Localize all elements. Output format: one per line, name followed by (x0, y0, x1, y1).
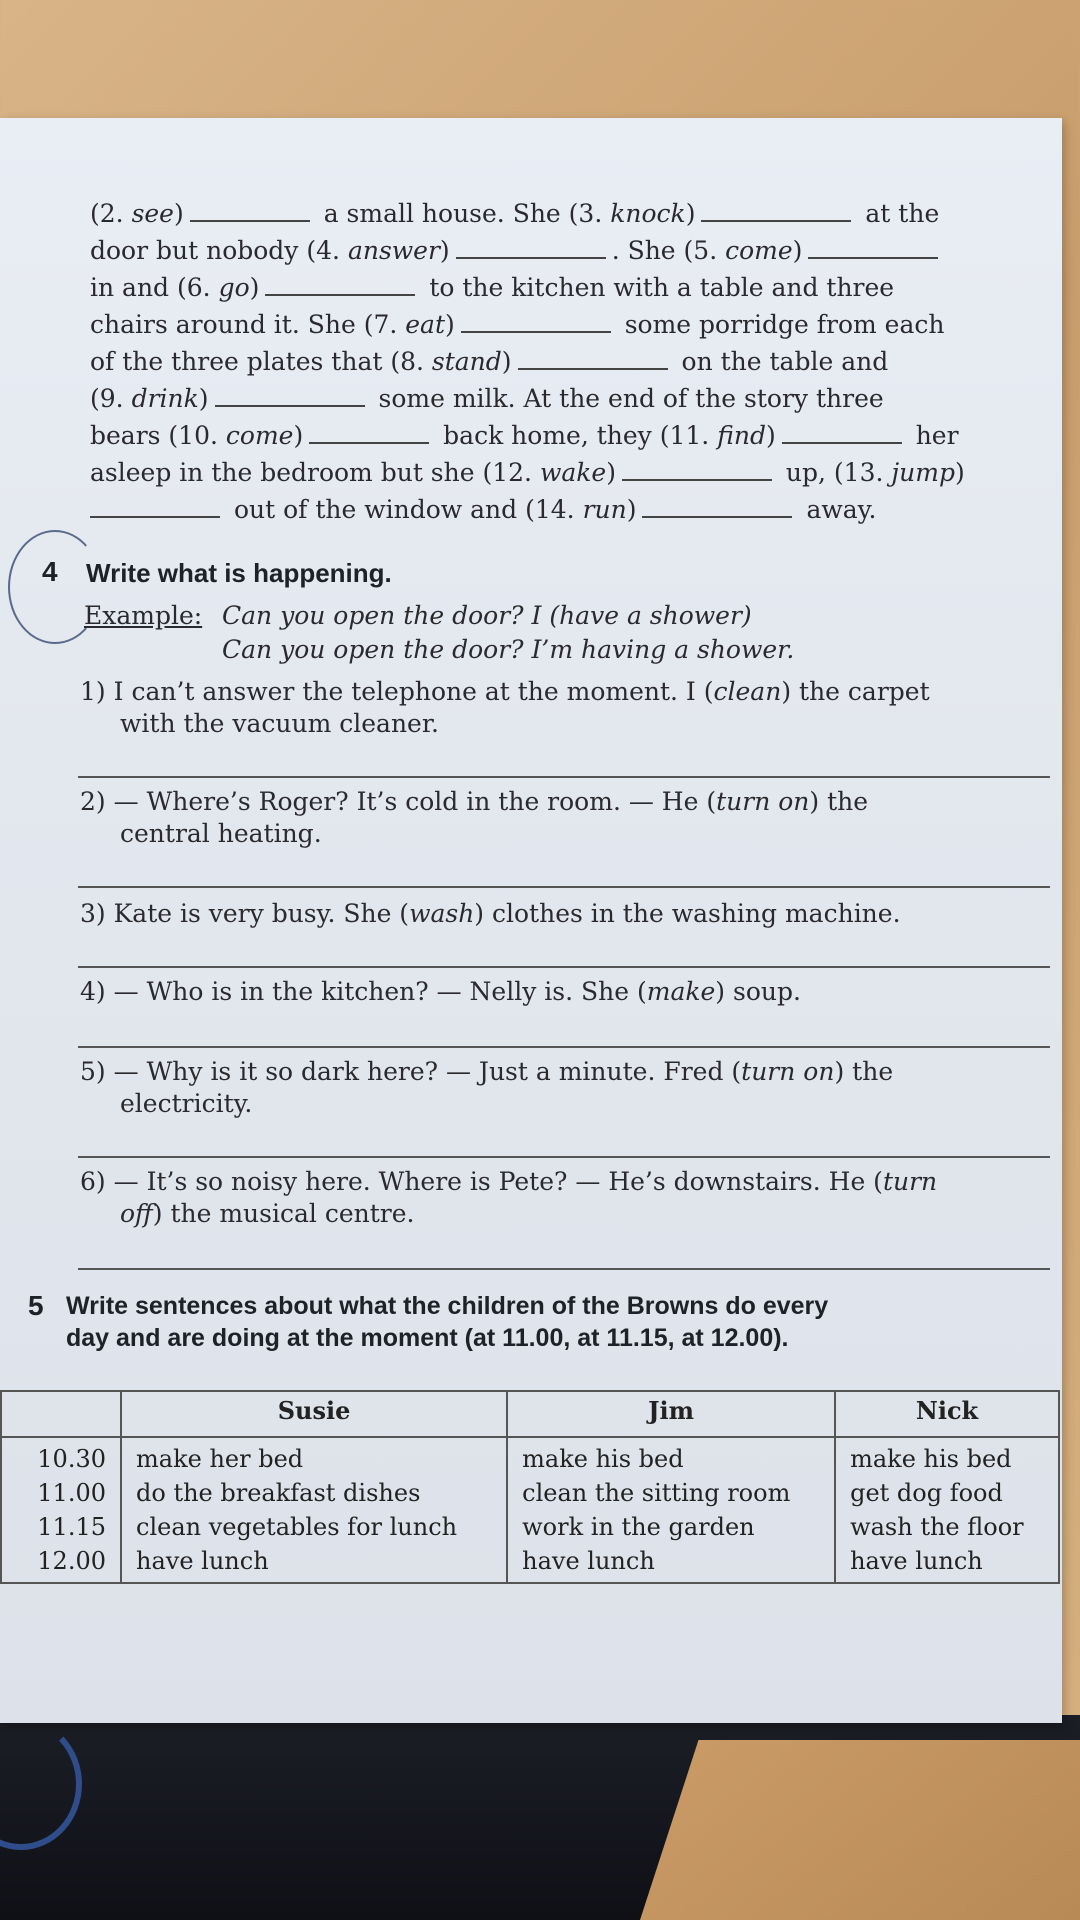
story-line-4: chairs around it. She (7. eat) some porridge from each (90, 310, 945, 339)
story-line-1: (2. see) a small house. She (3. knock) at the (90, 199, 940, 228)
jim-cell: make his bed clean the sitting room work in the garden have lunch (507, 1437, 835, 1583)
answer-blank[interactable] (456, 235, 606, 259)
answer-line[interactable] (78, 1268, 1050, 1270)
table-header-row (1, 1391, 1059, 1437)
exercise-4-item-4: 4) — Who is in the kitchen? — Nelly is. She (make) soup. (80, 977, 801, 1006)
story-line-8: asleep in the bedroom but she (12. wake) up, (13. jump) (90, 458, 965, 487)
wood-table-corner (640, 1740, 1080, 1920)
story-line-5: of the three plates that (8. stand) on the table and (90, 347, 889, 376)
answer-line[interactable] (78, 966, 1050, 968)
exercise-4-number: 4 (42, 556, 58, 587)
example-question: Can you open the door? I (have a shower) (222, 601, 752, 630)
nick-cell: make his bed get dog food wash the floor have lunch (835, 1437, 1059, 1583)
answer-line[interactable] (78, 1156, 1050, 1158)
exercise-4-item-3: 3) Kate is very busy. She (wash) clothes in the washing machine. (80, 899, 901, 928)
story-line-9: out of the window and (14. run) away. (90, 492, 1050, 528)
story-line-6: (9. drink) some milk. At the end of the story three (90, 384, 884, 413)
answer-blank[interactable] (461, 309, 611, 333)
answer-blank[interactable] (190, 198, 310, 222)
answer-blank[interactable] (622, 457, 772, 481)
answer-blank[interactable] (90, 494, 220, 518)
exercise-4-title: Write what is happening. (86, 558, 392, 588)
time-cell: 10.30 11.00 11.15 12.00 (1, 1437, 121, 1583)
answer-blank[interactable] (808, 235, 938, 259)
answer-blank[interactable] (309, 420, 429, 444)
susie-cell: make her bed do the breakfast dishes clean vegetables for lunch have lunch (121, 1437, 507, 1583)
workbook-page (0, 118, 1062, 1723)
exercise-4-item-6: 6) — It’s so noisy here. Where is Pete? — He’s downstairs. He (turn off) the musical centre. (80, 1167, 938, 1228)
example-answer: Can you open the door? I’m having a shower. (222, 635, 795, 664)
answer-blank[interactable] (215, 383, 365, 407)
story-line-3: in and (6. go) to the kitchen with a table and three (90, 273, 895, 302)
answer-blank[interactable] (265, 272, 415, 296)
story-line-7: bears (10. come) back home, they (11. find) her (90, 421, 959, 450)
story-line-2: door but nobody (4. answer) . She (5. come) (90, 233, 1050, 269)
schedule-table (0, 1390, 1060, 1584)
exercise-5-title-line-2: day and are doing at the moment (at 11.00, at 11.15, at 12.00). (66, 1324, 789, 1352)
answer-blank[interactable] (642, 494, 792, 518)
exercise-4-item-2: 2) — Where’s Roger? It’s cold in the room. — He (turn on) the central heating. (80, 787, 869, 848)
answer-blank[interactable] (782, 420, 902, 444)
example-label: Example: (84, 601, 203, 630)
header-susie: Susie (121, 1391, 507, 1437)
exercise-5-title-line-1: Write sentences about what the children of the Browns do every (66, 1292, 829, 1320)
answer-blank[interactable] (701, 198, 851, 222)
answer-line[interactable] (78, 776, 1050, 778)
exercise-5-number: 5 (28, 1290, 44, 1321)
answer-line[interactable] (78, 886, 1050, 888)
header-jim: Jim (507, 1391, 835, 1437)
exercise-4-item-5: 5) — Why is it so dark here? — Just a minute. Fred (turn on) the electricity. (80, 1057, 894, 1118)
header-nick: Nick (835, 1391, 1059, 1437)
answer-line[interactable] (78, 1046, 1050, 1048)
exercise-4-item-1: 1) I can’t answer the telephone at the moment. I (clean) the carpet with the vacuum cleaner. (80, 677, 930, 738)
table-row (1, 1437, 1059, 1583)
answer-blank[interactable] (518, 346, 668, 370)
header-time (1, 1391, 121, 1437)
